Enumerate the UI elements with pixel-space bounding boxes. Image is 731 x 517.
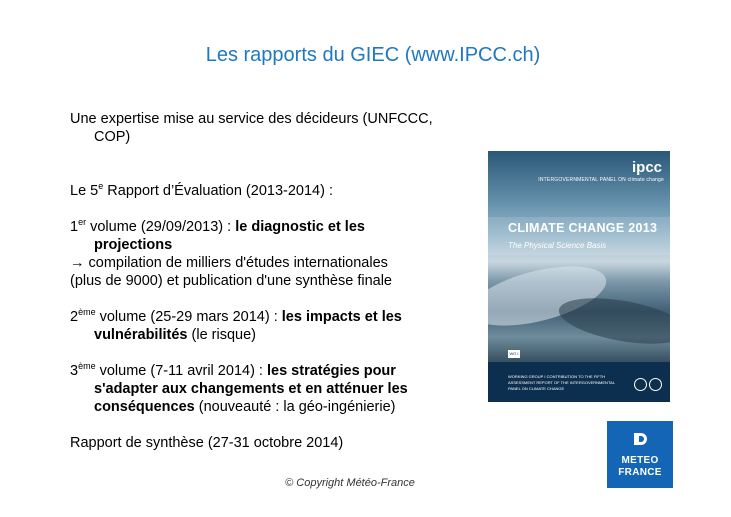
vol3-bold3: conséquences <box>94 399 195 415</box>
copyright-footer: © Copyright Météo-France <box>285 477 415 489</box>
synthesis-line: Rapport de synthèse (27-31 octobre 2014) <box>70 435 344 451</box>
vol2-text: volume (25-29 mars 2014) : <box>95 309 282 325</box>
slide-title: Les rapports du GIEC (www.IPCC.ch) <box>205 44 541 66</box>
intro-text: Une expertise mise au service des décideurs (UNFCCC, <box>70 111 433 127</box>
vol1-text: volume (29/09/2013) : <box>86 219 236 235</box>
cover-subtitle: The Physical Science Basis <box>508 241 607 250</box>
vol3-text: volume (7-11 avril 2014) : <box>95 363 267 379</box>
meteo-france-mark-icon <box>632 431 648 447</box>
vol1-line4: (plus de 9000) et publication d'une synthèse finale <box>70 273 392 289</box>
vol2-sup: ème <box>78 307 96 317</box>
report5-line <box>70 182 470 200</box>
wmo-logo-icon <box>634 378 647 391</box>
volume3 <box>70 362 470 416</box>
unep-logo-icon <box>649 378 662 391</box>
report5-prefix: Le 5 <box>70 183 99 199</box>
cover-title: CLIMATE CHANGE 2013 <box>508 221 658 235</box>
vol3-bold2: s'adapter aux changements et en atténuer les <box>94 381 408 397</box>
intro-text-cont: COP) <box>94 129 131 145</box>
wg-badge: WG I <box>509 351 519 356</box>
meteo-name-line2: FRANCE <box>618 467 662 478</box>
intro-line <box>70 110 470 146</box>
ipcc-logo: ipcc <box>631 159 662 176</box>
vol1-bold1: le diagnostic et les <box>235 219 365 235</box>
vol1-arrow-line: → compilation de milliers d'études internationales <box>70 255 388 271</box>
slide-content <box>70 110 470 452</box>
vol2-num: 2 <box>70 309 79 325</box>
wmo-unep-logos <box>632 378 662 390</box>
vol1-sup: er <box>78 217 87 227</box>
vol2-after: (le risque) <box>187 327 256 343</box>
cover-rock-shape <box>556 290 670 352</box>
vol2-bold2: vulnérabilités <box>94 327 188 343</box>
vol3-bold1: les stratégies pour <box>266 363 396 379</box>
volume1 <box>70 218 470 290</box>
ipcc-report-cover-image <box>488 151 670 402</box>
vol1-bold2: projections <box>94 237 173 253</box>
meteo-name-line1: METEO <box>621 455 659 466</box>
vol3-after: (nouveauté : la géo-ingénierie) <box>194 399 396 415</box>
vol3-sup: ème <box>78 361 96 371</box>
vol1-num: 1 <box>70 219 79 235</box>
ipcc-logo-subtitle: INTERGOVERNMENTAL PANEL ON climate change <box>538 177 664 183</box>
wg-contribution-text: WORKING GROUP I CONTRIBUTION TO THE FIFTH ASSESSMENT REPORT OF THE INTERGOVERNMENTAL PANEL ON CLIMATE CHANGE <box>508 374 615 391</box>
report5-sup: e <box>98 181 104 191</box>
report5-rest: Rapport d’Évaluation (2013-2014) : <box>103 183 333 199</box>
volume2 <box>70 308 470 344</box>
vol2-bold1: les impacts et les <box>281 309 402 325</box>
vol3-num: 3 <box>70 363 79 379</box>
